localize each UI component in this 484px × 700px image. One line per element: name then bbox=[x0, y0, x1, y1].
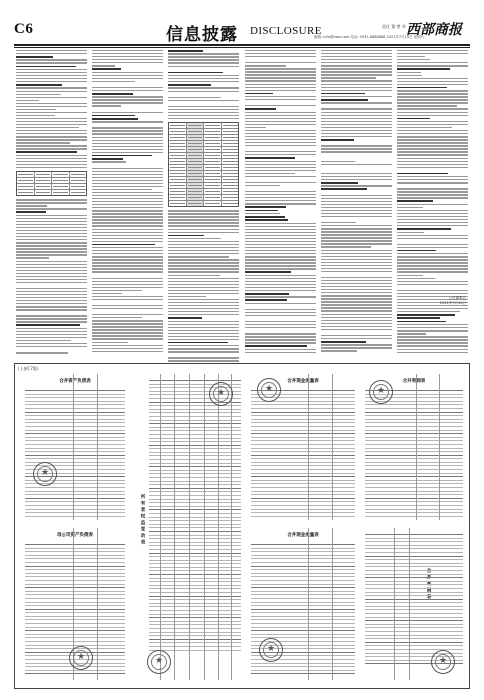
company-seal-icon bbox=[257, 378, 281, 402]
company-seal-icon bbox=[431, 650, 455, 674]
report-sheet-income bbox=[365, 374, 463, 520]
report-sheet-title: 所有者权益变动表 bbox=[140, 494, 145, 546]
data-table bbox=[16, 171, 87, 196]
header-rule-thin bbox=[14, 47, 470, 48]
report-sheet-title: 合并利润表 bbox=[402, 379, 426, 384]
editor-credit: 责任 董 楚 华 bbox=[382, 24, 406, 29]
report-sheet-title: 合并现金流量表 bbox=[287, 379, 319, 384]
announcement-text-area bbox=[16, 50, 468, 362]
signature-date: 2021年7月10日 bbox=[439, 301, 466, 305]
report-sheet-equity bbox=[137, 374, 241, 680]
financial-reports-panel bbox=[14, 363, 470, 689]
newspaper-logo: 西部商报 bbox=[406, 22, 462, 38]
header-meta-line: 邮箱: info@bwb.com 电话: 0931-8888888 2021年7月10日 星期六 bbox=[314, 35, 425, 39]
report-sheet-lines bbox=[365, 534, 463, 667]
company-seal-icon bbox=[147, 650, 171, 674]
company-seal-icon bbox=[33, 462, 57, 486]
report-sheet-notes bbox=[365, 528, 463, 680]
report-sheet-title: 合并现金流量表 bbox=[287, 533, 319, 538]
signature-block bbox=[376, 296, 466, 306]
continued-label: (上接C7版) bbox=[18, 366, 39, 371]
report-sheet-cashflow bbox=[251, 374, 355, 520]
report-sheet-lines bbox=[251, 390, 355, 519]
report-sheet-balance bbox=[25, 374, 125, 520]
text-column bbox=[168, 50, 239, 362]
report-sheet-lines bbox=[365, 390, 463, 519]
company-seal-icon bbox=[369, 380, 393, 404]
header-rule bbox=[14, 44, 470, 46]
report-sheet-parent-balance bbox=[25, 528, 125, 680]
company-seal-icon bbox=[209, 382, 233, 406]
text-column bbox=[92, 50, 163, 362]
company-seal-icon bbox=[69, 646, 93, 670]
text-column bbox=[16, 50, 87, 362]
report-sheet-lines bbox=[25, 390, 125, 519]
data-table bbox=[168, 122, 239, 207]
company-seal-icon bbox=[259, 638, 283, 662]
section-title: 信息披露 bbox=[166, 25, 238, 45]
report-sheet-lines bbox=[149, 380, 241, 653]
section-title-en: DISCLOSURE bbox=[250, 25, 322, 37]
page-number: C6 bbox=[14, 21, 34, 37]
text-column bbox=[321, 50, 392, 362]
report-sheet-cashflow-2 bbox=[251, 528, 355, 680]
report-sheet-title: 合并资产负债表 bbox=[59, 379, 91, 384]
text-column bbox=[245, 50, 316, 362]
text-column bbox=[397, 50, 468, 362]
page-header bbox=[14, 19, 470, 45]
report-sheet-title: 母公司资产负债表 bbox=[57, 533, 93, 538]
signature-company: 公司董事会 bbox=[448, 296, 466, 300]
